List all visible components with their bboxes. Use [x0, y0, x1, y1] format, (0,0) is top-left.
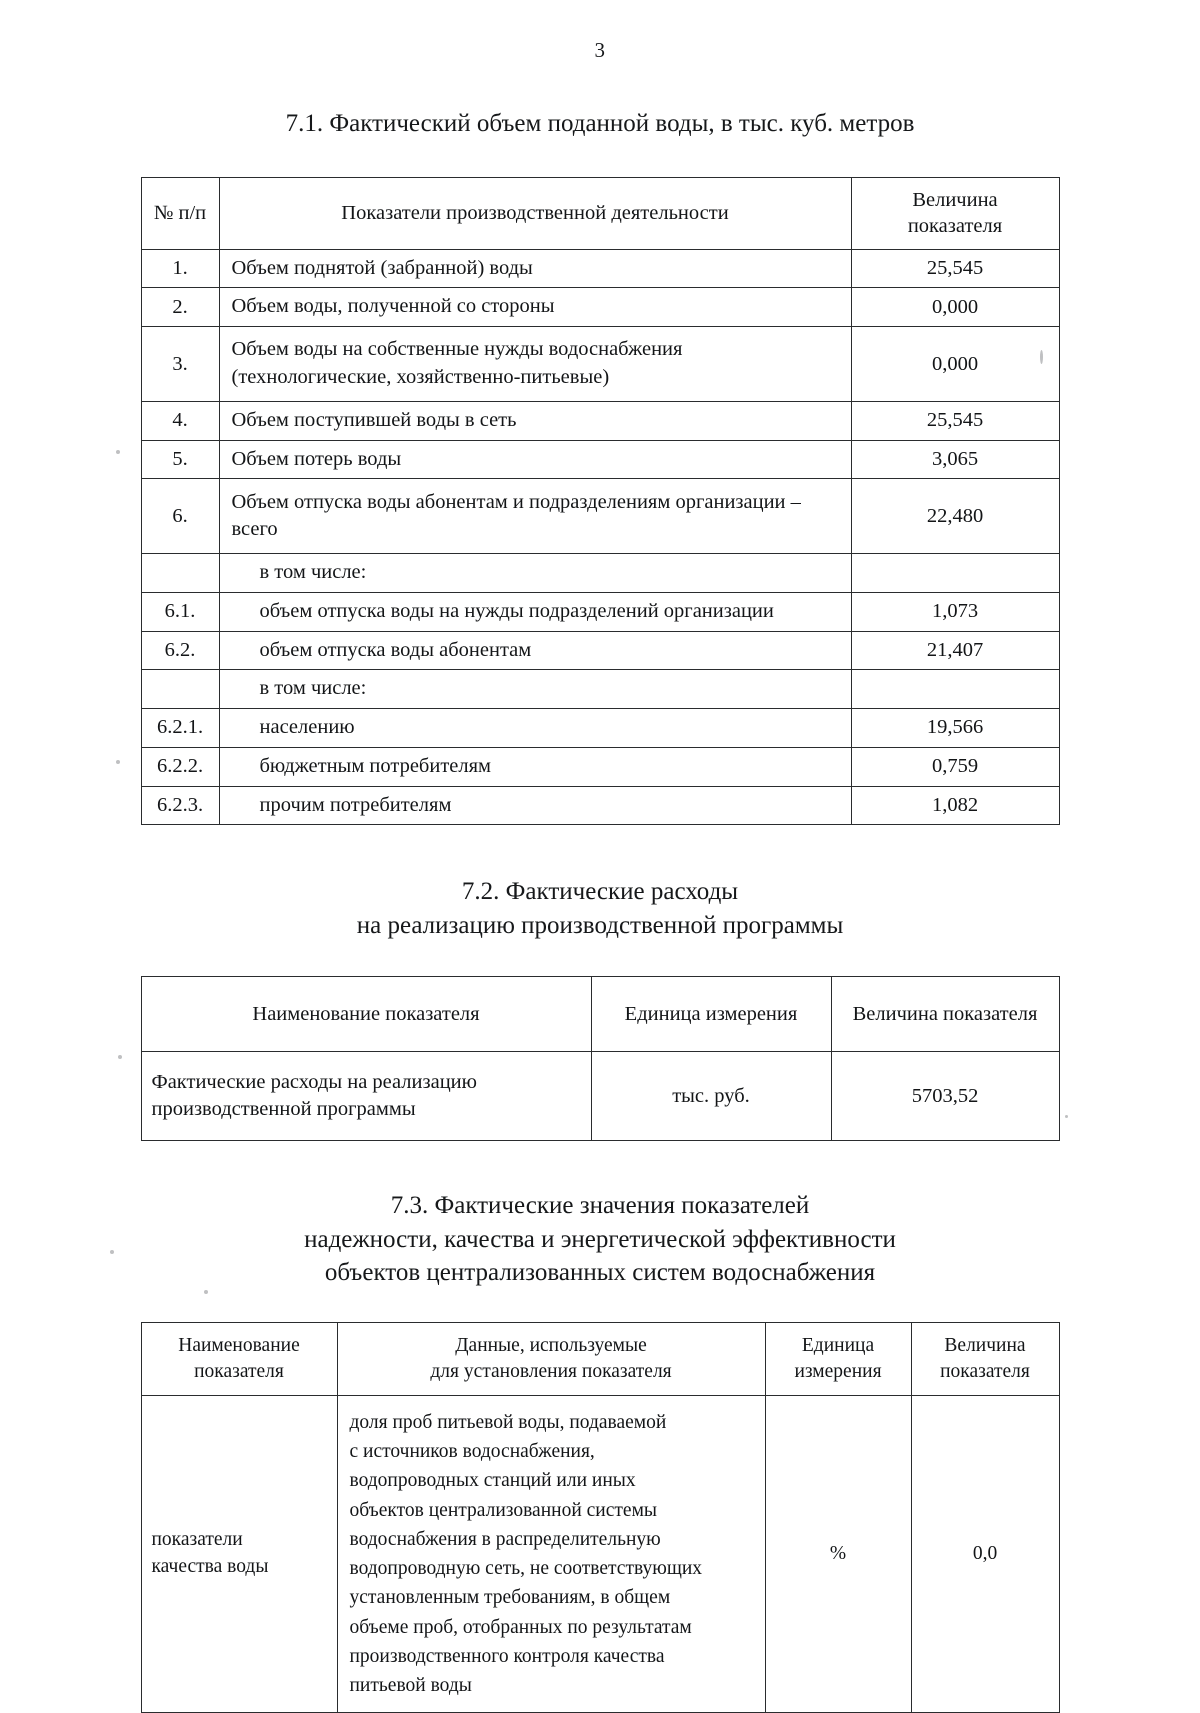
row-unit: тыс. руб. [591, 1052, 831, 1141]
section-title-7-3 [0, 1189, 1200, 1290]
table-row [141, 402, 1059, 441]
row-number [141, 554, 219, 593]
row-value: 1,082 [851, 786, 1059, 825]
section-title-7-2 [0, 875, 1200, 942]
row-indicator: прочим потребителям [219, 786, 851, 825]
section-title-7-1: 7.1. Фактический объем поданной воды, в тыс. куб. метров [285, 110, 915, 137]
row-data-line: доля проб питьевой воды, подаваемой [349, 1411, 667, 1433]
scan-speck [204, 1290, 208, 1294]
scan-speck [110, 1250, 114, 1254]
row-value: 1,073 [851, 593, 1059, 632]
row-indicator-line2: качества воды [151, 1556, 269, 1578]
row-value: 0,000 [851, 327, 1059, 402]
table-body-costs [141, 1052, 1059, 1141]
scan-speck [118, 1055, 122, 1059]
page-number: 3 [594, 38, 606, 62]
section-title-7-2-line2: на реализацию производственной программы [356, 911, 844, 939]
table-row-subheading [141, 670, 1059, 709]
row-indicator: в том числе: [219, 670, 851, 709]
row-indicator-line1: показатели [151, 1529, 243, 1551]
table-header-row [141, 1322, 1059, 1395]
column-header-data [337, 1322, 765, 1395]
scan-speck [1040, 350, 1043, 364]
row-indicator: Объем отпуска воды абонентам и подразделениям организации – всего [219, 479, 851, 554]
table-actual-water-volume [141, 177, 1060, 826]
row-indicator: Объем поднятой (забранной) воды [219, 249, 851, 288]
row-data-line: водопроводную сеть, не соответствующих [349, 1558, 703, 1580]
row-value: 19,566 [851, 709, 1059, 748]
row-number: 6.2.1. [141, 709, 219, 748]
row-number: 3. [141, 327, 219, 402]
row-indicator: Объем поступившей воды в сеть [219, 402, 851, 441]
row-value: 21,407 [851, 631, 1059, 670]
table-row [141, 593, 1059, 632]
column-header-data-line1: Данные, используемые [455, 1334, 647, 1356]
scan-speck [116, 450, 120, 454]
row-number: 6.2.3. [141, 786, 219, 825]
row-number: 1. [141, 249, 219, 288]
table-row [141, 786, 1059, 825]
row-value [851, 670, 1059, 709]
row-number: 6. [141, 479, 219, 554]
row-value: 25,545 [851, 249, 1059, 288]
table-row [141, 479, 1059, 554]
table-quality-indicators [141, 1322, 1060, 1713]
column-header-value-line2: показателя [907, 215, 1003, 238]
section-title-7-3-line1: 7.3. Фактические значения показателей [390, 1192, 810, 1220]
row-data-line: объектов централизованной системы [349, 1499, 658, 1521]
row-data-line: объеме проб, отобранных по результатам [349, 1616, 692, 1638]
table-row [141, 288, 1059, 327]
table-row-subheading [141, 554, 1059, 593]
scan-speck [1065, 1115, 1068, 1118]
table-row [141, 709, 1059, 748]
column-header-value-line2: показателя [940, 1360, 1030, 1382]
column-header-indicator-line2: показателя [194, 1360, 284, 1382]
table-header-row [141, 177, 1059, 249]
row-number [141, 670, 219, 709]
row-indicator: в том числе: [219, 554, 851, 593]
row-value: 25,545 [851, 402, 1059, 441]
column-header-number: № п/п [141, 177, 219, 249]
column-header-value-line1: Величина [912, 188, 998, 211]
table-actual-costs [141, 976, 1060, 1141]
table-row [141, 631, 1059, 670]
row-value: 0,000 [851, 288, 1059, 327]
scan-speck [116, 760, 120, 764]
table-row [141, 1395, 1059, 1713]
section-title-7-2-line1: 7.2. Фактические расходы [461, 878, 739, 906]
row-data-line: с источников водоснабжения, [349, 1441, 595, 1463]
column-header-indicator: Показатели производственной деятельности [219, 177, 851, 249]
row-indicator: Фактические расходы на реализацию производственной программы [141, 1052, 591, 1141]
row-indicator: Объем воды, полученной со стороны [219, 288, 851, 327]
row-value: 0,759 [851, 747, 1059, 786]
row-indicator: бюджетным потребителям [219, 747, 851, 786]
table-row [141, 1052, 1059, 1141]
row-indicator: объем отпуска воды на нужды подразделений организации [219, 593, 851, 632]
section-title-7-3-line3: объектов централизованных систем водоснабжения [324, 1259, 876, 1287]
table-row [141, 249, 1059, 288]
row-indicator [141, 1395, 337, 1713]
row-number: 6.2. [141, 631, 219, 670]
row-number: 5. [141, 440, 219, 479]
column-header-unit [765, 1322, 911, 1395]
table-header-row [141, 977, 1059, 1052]
row-value: 0,0 [911, 1395, 1059, 1713]
column-header-value [911, 1322, 1059, 1395]
row-data-description [337, 1395, 765, 1713]
row-indicator: объем отпуска воды абонентам [219, 631, 851, 670]
row-value: 5703,52 [831, 1052, 1059, 1141]
row-number: 6.2.2. [141, 747, 219, 786]
column-header-unit: Единица измерения [591, 977, 831, 1052]
row-number: 4. [141, 402, 219, 441]
row-data-line: водоснабжения в распределительную [349, 1528, 661, 1550]
row-unit: % [765, 1395, 911, 1713]
table-row [141, 747, 1059, 786]
column-header-indicator-name: Наименование показателя [141, 977, 591, 1052]
column-header-unit-line1: Единица [801, 1334, 875, 1356]
column-header-indicator-line1: Наименование [178, 1334, 300, 1356]
row-number: 6.1. [141, 593, 219, 632]
row-number: 2. [141, 288, 219, 327]
column-header-value-line1: Величина [944, 1334, 1026, 1356]
row-value: 22,480 [851, 479, 1059, 554]
column-header-value [851, 177, 1059, 249]
row-data-line: питьевой воды [349, 1675, 472, 1697]
column-header-data-line2: для установления показателя [430, 1360, 672, 1382]
row-data-line: установленным требованиям, в общем [349, 1587, 671, 1609]
row-indicator: населению [219, 709, 851, 748]
row-value: 3,065 [851, 440, 1059, 479]
table-body-volume [141, 249, 1059, 824]
column-header-indicator [141, 1322, 337, 1395]
column-header-unit-line2: измерения [794, 1360, 882, 1382]
row-value [851, 554, 1059, 593]
row-data-line: производственного контроля качества [349, 1645, 665, 1667]
table-row [141, 327, 1059, 402]
row-indicator: Объем потерь воды [219, 440, 851, 479]
column-header-value: Величина показателя [831, 977, 1059, 1052]
section-title-7-3-line2: надежности, качества и энергетической эффективности [304, 1225, 896, 1253]
row-data-line: водопроводных станций или иных [349, 1470, 636, 1492]
table-body-quality [141, 1395, 1059, 1713]
table-row [141, 440, 1059, 479]
row-indicator: Объем воды на собственные нужды водоснабжения (технологические, хозяйственно-питьевые) [219, 327, 851, 402]
